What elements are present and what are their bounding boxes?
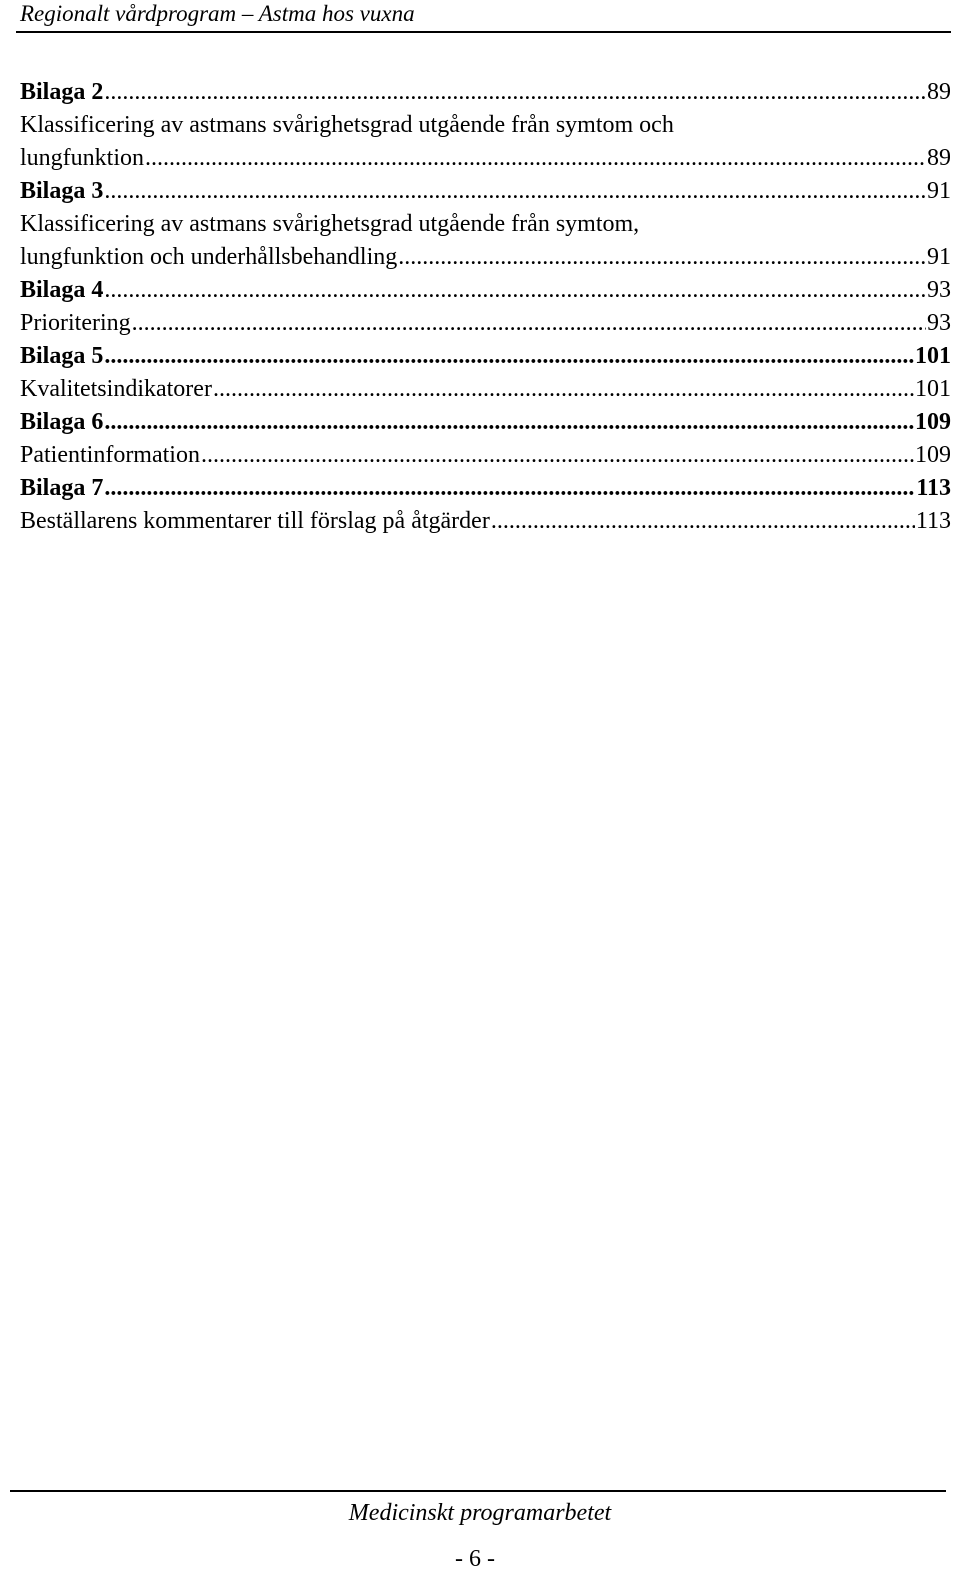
toc-leader-dots: [104, 406, 914, 439]
toc-leader-dots: [145, 142, 926, 175]
toc-entry-label: Bilaga 3: [20, 178, 104, 204]
toc-page-number: 93: [927, 310, 951, 336]
toc-page-number: 93: [927, 277, 951, 303]
table-of-contents: [20, 76, 951, 538]
toc-leader-dots: [104, 340, 914, 373]
running-footer: Medicinskt programarbetet: [348, 1500, 612, 1526]
toc-entry-label: lungfunktion och underhållsbehandling: [20, 244, 398, 270]
toc-entry-bilaga-7[interactable]: [20, 472, 951, 505]
toc-entry-label: Kvalitetsindikatorer: [20, 376, 212, 402]
toc-leader-dots: [104, 274, 926, 307]
toc-entry-klassificering-2-line-2[interactable]: [20, 241, 951, 274]
toc-entry-kvalitetsindikatorer[interactable]: [20, 373, 951, 406]
toc-page-number: 109: [915, 442, 951, 468]
toc-page-number: 109: [915, 409, 951, 435]
toc-entry-patientinformation[interactable]: [20, 439, 951, 472]
toc-entry-label: Bilaga 5: [20, 343, 104, 369]
toc-page-number: 91: [927, 178, 951, 204]
toc-page-number: 113: [916, 475, 951, 501]
toc-leader-dots: [104, 76, 926, 109]
toc-page-number: 101: [915, 343, 951, 369]
toc-entry-label: Klassificering av astmans svårighetsgrad utgående från symtom och: [20, 112, 674, 138]
toc-entry-bilaga-5[interactable]: [20, 340, 951, 373]
toc-page-number: 89: [927, 145, 951, 171]
toc-entry-bilaga-3[interactable]: [20, 175, 951, 208]
toc-leader-dots: [398, 241, 926, 274]
toc-entry-bilaga-4[interactable]: [20, 274, 951, 307]
toc-page-number: 101: [915, 376, 951, 402]
toc-entry-label: Prioritering: [20, 310, 131, 336]
toc-entry-label: Bilaga 7: [20, 475, 104, 501]
toc-page-number: 113: [915, 508, 951, 534]
toc-entry-bilaga-2[interactable]: [20, 76, 951, 109]
toc-entry-klassificering-2-line-1[interactable]: [20, 208, 951, 241]
toc-entry-label: Beställarens kommentarer till förslag på åtgärder: [20, 508, 490, 534]
toc-leader-dots: [104, 175, 926, 208]
toc-leader-dots: [491, 505, 915, 538]
toc-entry-label: Bilaga 6: [20, 409, 104, 435]
footer-divider: [10, 1490, 946, 1492]
toc-entry-klassificering-1-line-1[interactable]: [20, 109, 951, 142]
toc-leader-dots: [132, 307, 926, 340]
toc-entry-label: Bilaga 2: [20, 79, 104, 105]
toc-entry-klassificering-1-line-2[interactable]: [20, 142, 951, 175]
toc-entry-label: lungfunktion: [20, 145, 144, 171]
toc-page-number: 89: [927, 79, 951, 105]
toc-leader-dots: [213, 373, 914, 406]
toc-page-number: 91: [927, 244, 951, 270]
header-divider: [16, 31, 951, 33]
toc-leader-dots: [104, 472, 915, 505]
toc-entry-label: Patientinformation: [20, 442, 200, 468]
toc-entry-label: Klassificering av astmans svårighetsgrad utgående från symtom,: [20, 211, 640, 237]
page-number: - 6 -: [455, 1546, 495, 1572]
toc-leader-dots: [201, 439, 914, 472]
toc-entry-prioritering[interactable]: [20, 307, 951, 340]
running-header: Regionalt vårdprogram – Astma hos vuxna: [20, 1, 415, 26]
toc-entry-bestallarens-kommentarer[interactable]: [20, 505, 951, 538]
toc-entry-label: Bilaga 4: [20, 277, 104, 303]
toc-entry-bilaga-6[interactable]: [20, 406, 951, 439]
